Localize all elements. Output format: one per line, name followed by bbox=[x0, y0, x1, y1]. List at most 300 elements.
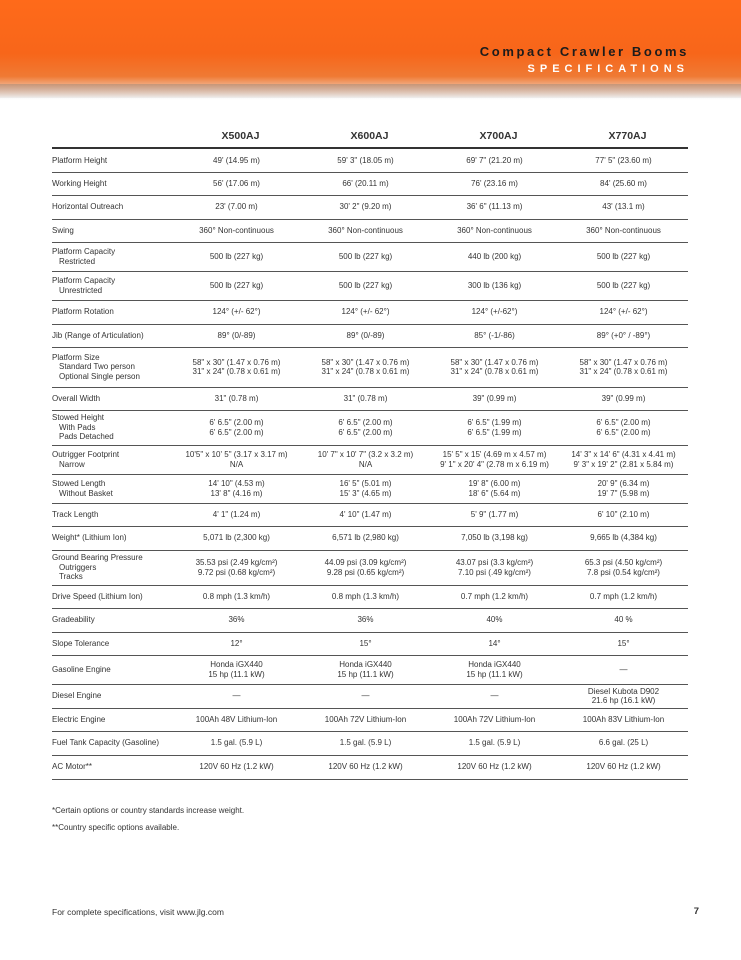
value-cell bbox=[301, 172, 430, 195]
value-text: 15 hp (11.1 kW) bbox=[337, 669, 394, 679]
value-cell bbox=[559, 608, 688, 632]
value-text: 360° Non-continuous bbox=[199, 225, 274, 235]
row-label-text: AC Motor** bbox=[52, 762, 93, 772]
row-label bbox=[52, 632, 172, 655]
value-text: 77' 5" (23.60 m) bbox=[595, 155, 652, 165]
value-text: 500 lb (227 kg) bbox=[596, 251, 651, 261]
value-text: 31" x 24" (0.78 x 0.61 m) bbox=[192, 367, 281, 376]
value-text: — bbox=[361, 691, 370, 701]
value-cell bbox=[301, 271, 430, 300]
value-text: 15 hp (11.1 kW) bbox=[466, 669, 523, 679]
value-cell bbox=[172, 300, 301, 324]
row-label-text: Swing bbox=[52, 225, 74, 235]
value-text: 5' 9" (1.77 m) bbox=[470, 509, 519, 519]
value-text: 15 hp (11.1 kW) bbox=[208, 669, 265, 679]
value-text: 6' 6.5" (2.00 m) bbox=[338, 418, 393, 427]
row-label bbox=[52, 219, 172, 242]
value-text: 15° bbox=[617, 638, 630, 648]
value-text: 31" x 24" (0.78 x 0.61 m) bbox=[321, 367, 410, 376]
value-cell bbox=[430, 148, 559, 172]
value-text: 124° (+/- 62°) bbox=[599, 307, 648, 317]
row-label-text: Track Length bbox=[52, 509, 99, 519]
footer-text: For complete specifications, visit www.jlg.com bbox=[52, 907, 224, 917]
value-text: 49' (14.95 m) bbox=[213, 155, 260, 165]
value-cell bbox=[172, 148, 301, 172]
row-label bbox=[52, 655, 172, 684]
value-cell bbox=[301, 387, 430, 410]
value-text: 120V 60 Hz (1.2 kW) bbox=[328, 762, 403, 772]
row-label-text: Platform Capacity bbox=[52, 247, 116, 256]
row-label-text: Stowed Height bbox=[52, 413, 105, 423]
value-text: 76' (23.16 m) bbox=[471, 178, 518, 188]
row-label bbox=[52, 608, 172, 632]
value-cell bbox=[430, 632, 559, 655]
row-label bbox=[52, 300, 172, 324]
table-row bbox=[52, 410, 688, 445]
value-cell bbox=[172, 755, 301, 779]
value-cell bbox=[301, 608, 430, 632]
value-cell bbox=[430, 731, 559, 755]
row-label bbox=[52, 387, 172, 410]
value-text: 31" (0.78 m) bbox=[214, 393, 259, 403]
value-cell bbox=[301, 655, 430, 684]
table-row bbox=[52, 708, 688, 731]
value-cell bbox=[559, 324, 688, 347]
row-sublabel-text: Unrestricted bbox=[59, 285, 103, 295]
value-text: 100Ah 83V Lithium-Ion bbox=[582, 714, 665, 724]
value-text: 31" x 24" (0.78 x 0.61 m) bbox=[579, 367, 668, 376]
value-cell bbox=[559, 410, 688, 445]
value-cell bbox=[430, 708, 559, 731]
value-cell bbox=[559, 242, 688, 271]
row-sublabel-text: With Pads bbox=[59, 422, 96, 432]
value-text: 4' 1" (1.24 m) bbox=[212, 509, 261, 519]
value-cell bbox=[172, 655, 301, 684]
value-text: 120V 60 Hz (1.2 kW) bbox=[199, 762, 274, 772]
value-cell bbox=[559, 195, 688, 219]
value-cell bbox=[301, 347, 430, 387]
header-shadow bbox=[0, 84, 741, 100]
value-cell bbox=[172, 172, 301, 195]
value-text: — bbox=[232, 691, 241, 701]
value-text: 500 lb (227 kg) bbox=[338, 280, 393, 290]
value-cell bbox=[430, 387, 559, 410]
row-label bbox=[52, 731, 172, 755]
value-cell bbox=[430, 684, 559, 708]
table-row bbox=[52, 300, 688, 324]
value-text: 89° (+0° / -89°) bbox=[596, 330, 651, 340]
value-text: 4' 10" (1.47 m) bbox=[339, 509, 392, 519]
value-cell bbox=[430, 445, 559, 474]
value-cell bbox=[430, 300, 559, 324]
value-cell bbox=[430, 474, 559, 503]
table-row bbox=[52, 632, 688, 655]
value-cell bbox=[172, 526, 301, 550]
value-text: 56' (17.06 m) bbox=[213, 178, 260, 188]
value-cell bbox=[301, 195, 430, 219]
page-title: Compact Crawler Booms bbox=[479, 44, 689, 59]
value-cell bbox=[559, 148, 688, 172]
row-label-text: Gradeability bbox=[52, 615, 95, 625]
value-text: 100Ah 72V Lithium-Ion bbox=[453, 714, 536, 724]
row-label bbox=[52, 503, 172, 526]
value-text: 43.07 psi (3.3 kg/cm²) bbox=[455, 558, 534, 567]
value-text: 66' (20.11 m) bbox=[342, 178, 389, 188]
row-label-text: Weight* (Lithium Ion) bbox=[52, 533, 127, 543]
table-row bbox=[52, 445, 688, 474]
value-cell bbox=[301, 708, 430, 731]
row-label bbox=[52, 684, 172, 708]
value-text: 6' 6.5" (2.00 m) bbox=[596, 418, 651, 427]
table-row bbox=[52, 684, 688, 708]
row-label-text: Platform Rotation bbox=[52, 307, 114, 317]
value-cell bbox=[559, 632, 688, 655]
value-text: 7.8 psi (0.54 kg/cm²) bbox=[587, 567, 660, 577]
table-row bbox=[52, 271, 688, 300]
row-sublabel-text: Without Basket bbox=[59, 488, 113, 498]
value-cell bbox=[301, 585, 430, 608]
row-label-text: Drive Speed (Lithium Ion) bbox=[52, 591, 143, 601]
value-text: 65.3 psi (4.50 kg/cm²) bbox=[584, 558, 663, 567]
value-text: 89° (0/-89) bbox=[346, 330, 385, 340]
value-cell bbox=[430, 324, 559, 347]
value-cell bbox=[430, 195, 559, 219]
value-text: Diesel Kubota D902 bbox=[587, 686, 660, 696]
row-label-text: Gasoline Engine bbox=[52, 664, 111, 674]
value-cell bbox=[559, 172, 688, 195]
value-cell bbox=[172, 445, 301, 474]
value-cell bbox=[301, 526, 430, 550]
value-cell bbox=[172, 219, 301, 242]
corner-cell bbox=[52, 127, 172, 148]
value-cell bbox=[430, 172, 559, 195]
value-text: 40 % bbox=[614, 615, 633, 625]
value-text: 500 lb (227 kg) bbox=[209, 280, 264, 290]
table-row bbox=[52, 387, 688, 410]
value-text: — bbox=[490, 691, 499, 701]
value-text: 40% bbox=[486, 615, 503, 625]
row-label bbox=[52, 550, 172, 585]
value-text: 1.5 gal. (5.9 L) bbox=[339, 738, 392, 748]
value-text: 500 lb (227 kg) bbox=[209, 251, 264, 261]
value-text: 31" (0.78 m) bbox=[343, 393, 388, 403]
value-text: 14' 3" x 14' 6" (4.31 x 4.41 m) bbox=[571, 450, 676, 459]
value-cell bbox=[559, 271, 688, 300]
value-cell bbox=[430, 219, 559, 242]
value-cell bbox=[301, 474, 430, 503]
value-text: 30' 2" (9.20 m) bbox=[339, 202, 392, 212]
row-label-text: Diesel Engine bbox=[52, 691, 102, 701]
row-sublabel-text: Outriggers bbox=[59, 562, 97, 572]
model-header: X700AJ bbox=[430, 127, 559, 148]
value-text: 36' 6" (11.13 m) bbox=[466, 202, 523, 212]
value-text: 6' 6.5" (2.00 m) bbox=[596, 427, 651, 437]
value-text: 12° bbox=[230, 638, 243, 648]
table-row bbox=[52, 324, 688, 347]
value-cell bbox=[430, 550, 559, 585]
value-cell bbox=[172, 708, 301, 731]
value-text: 35.53 psi (2.49 kg/cm²) bbox=[195, 558, 278, 567]
value-text: 13' 8" (4.16 m) bbox=[210, 488, 263, 498]
value-text: 500 lb (227 kg) bbox=[596, 280, 651, 290]
value-text: 21.6 hp (16.1 kW) bbox=[591, 696, 656, 705]
row-label-text: Outrigger Footprint bbox=[52, 450, 120, 459]
value-text: 6' 6.5" (2.00 m) bbox=[338, 427, 393, 437]
model-header: X770AJ bbox=[559, 127, 688, 148]
row-label-text: Jib (Range of Articulation) bbox=[52, 330, 144, 340]
row-label bbox=[52, 708, 172, 731]
value-cell bbox=[559, 219, 688, 242]
value-text: 9.28 psi (0.65 kg/cm²) bbox=[326, 567, 405, 577]
row-label-text: Working Height bbox=[52, 178, 107, 188]
value-cell bbox=[559, 347, 688, 387]
value-text: 124° (+/-62°) bbox=[471, 307, 518, 317]
value-text: 6' 6.5" (2.00 m) bbox=[209, 418, 264, 427]
value-cell bbox=[301, 632, 430, 655]
row-label bbox=[52, 410, 172, 445]
value-cell bbox=[172, 242, 301, 271]
value-text: Honda iGX440 bbox=[468, 660, 521, 669]
value-text: 6' 6.5" (1.99 m) bbox=[467, 418, 522, 427]
value-cell bbox=[559, 655, 688, 684]
value-text: 19' 7" (5.98 m) bbox=[597, 488, 650, 498]
page-number: 7 bbox=[693, 906, 699, 917]
value-text: 5,071 lb (2,300 kg) bbox=[203, 533, 270, 543]
table-row bbox=[52, 731, 688, 755]
value-text: 14' 10" (4.53 m) bbox=[208, 479, 265, 488]
row-label bbox=[52, 148, 172, 172]
value-text: 16' 5" (5.01 m) bbox=[339, 479, 392, 488]
value-text: — bbox=[619, 664, 628, 674]
value-text: 10'5" x 10' 5" (3.17 x 3.17 m) bbox=[185, 450, 288, 459]
value-text: Honda iGX440 bbox=[339, 660, 392, 669]
value-text: 39" (0.99 m) bbox=[472, 393, 517, 403]
value-text: 100Ah 72V Lithium-Ion bbox=[324, 714, 407, 724]
value-cell bbox=[172, 550, 301, 585]
value-text: 6' 10" (2.10 m) bbox=[597, 509, 650, 519]
value-text: 58" x 30" (1.47 x 0.76 m) bbox=[321, 357, 410, 367]
value-text: 9.72 psi (0.68 kg/cm²) bbox=[197, 567, 276, 577]
value-cell bbox=[559, 585, 688, 608]
value-cell bbox=[301, 755, 430, 779]
row-label bbox=[52, 474, 172, 503]
page-subtitle: SPECIFICATIONS bbox=[527, 63, 689, 75]
value-text: 0.7 mph (1.2 km/h) bbox=[589, 591, 658, 601]
table-row bbox=[52, 148, 688, 172]
row-label bbox=[52, 172, 172, 195]
value-text: 36% bbox=[228, 615, 245, 625]
value-text: 15' 5" x 15' (4.69 m x 4.57 m) bbox=[442, 450, 547, 459]
row-sublabel-text: Tracks bbox=[59, 572, 83, 582]
row-label-text: Electric Engine bbox=[52, 714, 106, 724]
value-text: 1.5 gal. (5.9 L) bbox=[210, 738, 263, 748]
row-sublabel-text: Pads Detached bbox=[59, 432, 114, 442]
value-text: 23' (7.00 m) bbox=[215, 202, 258, 212]
value-cell bbox=[559, 731, 688, 755]
orange-header-band bbox=[0, 0, 741, 98]
value-cell bbox=[172, 271, 301, 300]
value-cell bbox=[301, 148, 430, 172]
specifications-table bbox=[52, 127, 688, 780]
value-cell bbox=[430, 608, 559, 632]
value-text: 360° Non-continuous bbox=[328, 225, 403, 235]
value-cell bbox=[559, 387, 688, 410]
footnote: *Certain options or country standards increase weight. bbox=[52, 806, 245, 815]
value-text: 6' 6.5" (1.99 m) bbox=[467, 427, 522, 437]
value-text: 14° bbox=[488, 638, 501, 648]
value-cell bbox=[430, 410, 559, 445]
value-cell bbox=[172, 347, 301, 387]
table-row bbox=[52, 550, 688, 585]
value-cell bbox=[559, 708, 688, 731]
value-cell bbox=[430, 242, 559, 271]
value-text: 360° Non-continuous bbox=[457, 225, 532, 235]
value-cell bbox=[430, 655, 559, 684]
value-text: N/A bbox=[358, 459, 373, 469]
value-cell bbox=[301, 731, 430, 755]
row-label-text: Fuel Tank Capacity (Gasoline) bbox=[52, 738, 160, 748]
row-label-text: Ground Bearing Pressure bbox=[52, 553, 143, 563]
value-cell bbox=[301, 503, 430, 526]
value-text: 20' 9" (6.34 m) bbox=[597, 479, 650, 488]
row-label-text: Overall Width bbox=[52, 393, 101, 403]
value-cell bbox=[559, 300, 688, 324]
row-label bbox=[52, 585, 172, 608]
value-text: 84' (25.60 m) bbox=[600, 178, 647, 188]
value-cell bbox=[301, 410, 430, 445]
value-text: 10' 7" x 10' 7" (3.2 x 3.2 m) bbox=[317, 450, 414, 459]
value-text: 58" x 30" (1.47 x 0.76 m) bbox=[579, 357, 668, 367]
row-label bbox=[52, 242, 172, 271]
value-text: 120V 60 Hz (1.2 kW) bbox=[457, 762, 532, 772]
value-cell bbox=[301, 219, 430, 242]
value-text: 7.10 psi (.49 kg/cm²) bbox=[458, 567, 531, 577]
table-row bbox=[52, 172, 688, 195]
value-text: 39" (0.99 m) bbox=[601, 393, 646, 403]
value-cell bbox=[172, 324, 301, 347]
row-label bbox=[52, 755, 172, 779]
value-text: 18' 6" (5.64 m) bbox=[468, 488, 521, 498]
value-cell bbox=[559, 526, 688, 550]
row-label bbox=[52, 195, 172, 219]
value-cell bbox=[559, 445, 688, 474]
value-cell bbox=[172, 410, 301, 445]
row-label bbox=[52, 526, 172, 550]
value-cell bbox=[559, 755, 688, 779]
value-cell bbox=[301, 324, 430, 347]
value-text: 44.09 psi (3.09 kg/cm²) bbox=[324, 558, 407, 567]
table-body bbox=[52, 148, 688, 779]
value-text: 1.5 gal. (5.9 L) bbox=[468, 738, 521, 748]
table-row bbox=[52, 526, 688, 550]
value-text: 69' 7" (21.20 m) bbox=[466, 155, 523, 165]
value-cell bbox=[301, 445, 430, 474]
value-text: 300 lb (136 kg) bbox=[467, 280, 522, 290]
table-row bbox=[52, 242, 688, 271]
value-text: 89° (0/-89) bbox=[217, 330, 256, 340]
row-sublabel-text: Optional Single person bbox=[59, 371, 140, 381]
value-cell bbox=[172, 387, 301, 410]
model-header: X600AJ bbox=[301, 127, 430, 148]
footnote: **Country specific options available. bbox=[52, 823, 180, 832]
value-cell bbox=[172, 474, 301, 503]
row-label-text: Stowed Length bbox=[52, 479, 106, 488]
value-text: 7,050 lb (3,198 kg) bbox=[461, 533, 528, 543]
value-text: 9' 1" x 20' 4" (2.78 m x 6.19 m) bbox=[440, 459, 549, 469]
row-sublabel-text: Standard Two person bbox=[59, 362, 135, 372]
value-cell bbox=[430, 347, 559, 387]
value-cell bbox=[430, 271, 559, 300]
value-cell bbox=[301, 550, 430, 585]
value-cell bbox=[559, 503, 688, 526]
value-text: 124° (+/- 62°) bbox=[212, 307, 261, 317]
value-cell bbox=[172, 684, 301, 708]
table-row bbox=[52, 585, 688, 608]
value-text: 440 lb (200 kg) bbox=[467, 251, 522, 261]
value-cell bbox=[559, 550, 688, 585]
value-cell bbox=[301, 242, 430, 271]
table-row bbox=[52, 655, 688, 684]
value-cell bbox=[559, 474, 688, 503]
table-row bbox=[52, 219, 688, 242]
value-text: 9' 3" x 19' 2" (2.81 x 5.84 m) bbox=[573, 459, 674, 469]
value-text: 36% bbox=[357, 615, 374, 625]
value-text: 0.8 mph (1.3 km/h) bbox=[331, 591, 400, 601]
row-label-text: Platform Size bbox=[52, 352, 100, 362]
value-text: 124° (+/- 62°) bbox=[341, 307, 390, 317]
row-label bbox=[52, 271, 172, 300]
footnotes bbox=[52, 806, 244, 840]
value-text: N/A bbox=[229, 459, 244, 469]
value-cell bbox=[172, 195, 301, 219]
value-text: 58" x 30" (1.47 x 0.76 m) bbox=[192, 357, 281, 367]
value-text: 0.8 mph (1.3 km/h) bbox=[202, 591, 271, 601]
value-cell bbox=[172, 632, 301, 655]
value-text: 59' 3" (18.05 m) bbox=[337, 155, 394, 165]
value-text: 15° bbox=[359, 638, 372, 648]
row-label bbox=[52, 324, 172, 347]
value-text: 19' 8" (6.00 m) bbox=[468, 479, 521, 488]
value-cell bbox=[172, 731, 301, 755]
table-header-row bbox=[52, 127, 688, 148]
value-text: 360° Non-continuous bbox=[586, 225, 661, 235]
row-label-text: Platform Height bbox=[52, 155, 108, 165]
value-cell bbox=[301, 684, 430, 708]
row-label bbox=[52, 347, 172, 387]
value-cell bbox=[172, 503, 301, 526]
value-cell bbox=[559, 684, 688, 708]
value-text: 31" x 24" (0.78 x 0.61 m) bbox=[450, 367, 539, 376]
value-text: 9,665 lb (4,384 kg) bbox=[590, 533, 657, 543]
value-cell bbox=[430, 755, 559, 779]
row-sublabel-text: Restricted bbox=[59, 256, 96, 266]
row-label bbox=[52, 445, 172, 474]
table-row bbox=[52, 195, 688, 219]
value-text: 120V 60 Hz (1.2 kW) bbox=[586, 762, 661, 772]
model-header: X500AJ bbox=[172, 127, 301, 148]
table-row bbox=[52, 474, 688, 503]
row-label-text: Horizontal Outreach bbox=[52, 202, 124, 212]
value-cell bbox=[172, 585, 301, 608]
value-text: 500 lb (227 kg) bbox=[338, 251, 393, 261]
table-row bbox=[52, 755, 688, 779]
table-row bbox=[52, 347, 688, 387]
value-text: Honda iGX440 bbox=[210, 660, 263, 669]
value-text: 43' (13.1 m) bbox=[602, 202, 645, 212]
value-text: 6.6 gal. (25 L) bbox=[598, 738, 649, 748]
row-label-text: Slope Tolerance bbox=[52, 638, 110, 648]
value-text: 100Ah 48V Lithium-Ion bbox=[195, 714, 278, 724]
